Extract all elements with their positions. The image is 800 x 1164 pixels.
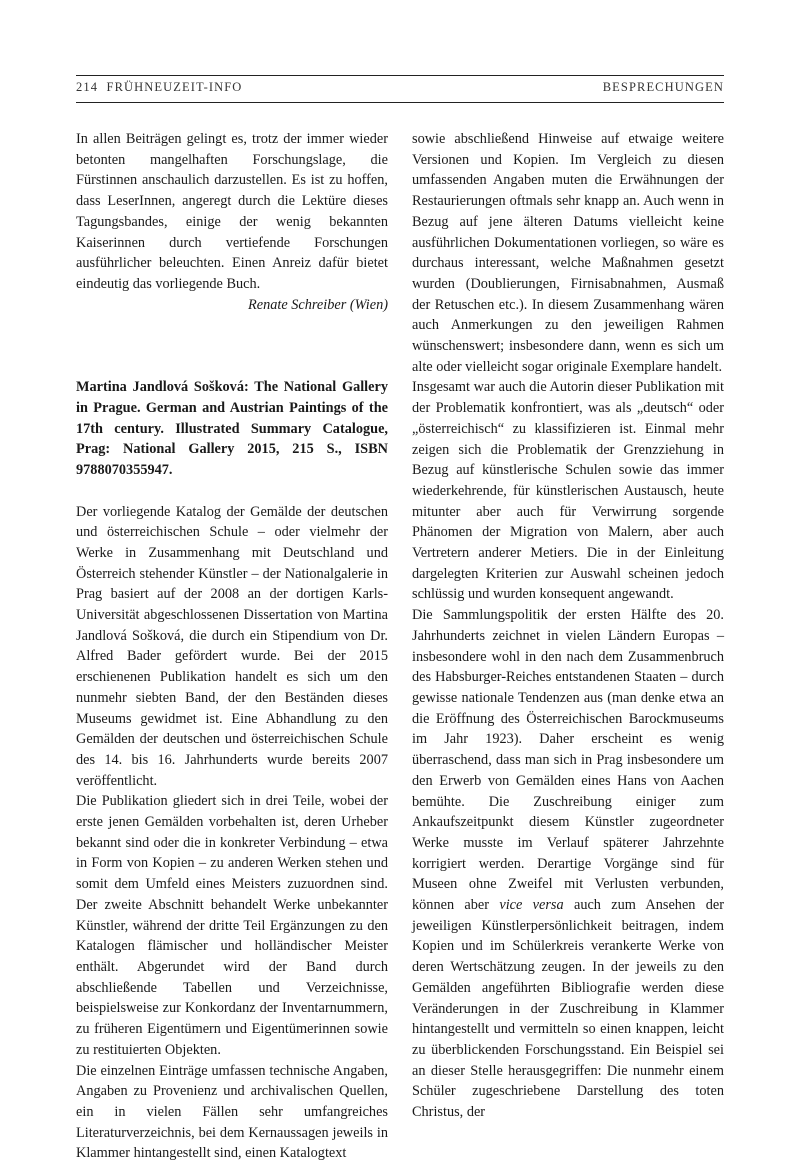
body-paragraph: sowie abschließend Hinweise auf etwaige weitere Versionen und Kopien. Im Vergleich zu diesen umfassenden Angaben muten die Erwähnungen der Restaurierungen oftmals sehr knapp an. Auch wenn in Bezug auf jene älteren Datums vielleicht keine ausführlichen Dokumentationen vorliegen, so wäre es durchaus interessant, welche Maßnahmen gesetzt wurden (Doublierungen, Firnisabnahmen, Ausmaß der Retuschen etc.). In diesem Zusammenhang wären auch Anmerkungen zu den jeweiligen Rahmen wünschenswert; insbesondere dann, wenn es sich um alte oder vielleicht sogar originale Exemplare handelt. bbox=[412, 131, 724, 375]
body-text: Die Sammlungspolitik der ersten Hälfte des 20. Jahrhunderts zeichnet in vielen Ländern Europas – insbesondere wohl in den nach dem Zusammenbruch des Habsburger-Reiches entstandenen Staaten – durch gewisse nationale Tendenzen aus (man denke etwa an die Eröffnung des Österreichischen Barockmuseums im Jahr 1923). Daher erscheint es wenig überraschend, dass man sich in Prag insbesondere um den Erwerb von Gemälden eines Hans von Aachen bemühte. Die Zuschreibung einiger zum Ankaufszeitpunkt diesem Künstler zugeordneter Werke musste im Verlauf späterer Jahrzehnte korrigiert werden. Derartige Vorgänge sind für Museen ohne Zweifel mit Verlusten verbunden, können aber bbox=[412, 607, 724, 914]
spacer bbox=[76, 315, 388, 377]
header-left bbox=[76, 80, 242, 95]
reviewer-signature: Renate Schreiber (Wien) bbox=[247, 296, 388, 313]
spacer bbox=[76, 481, 388, 502]
journal-title: FRÜHNEUZEIT-INFO bbox=[106, 80, 243, 94]
header-rule-top bbox=[76, 75, 724, 76]
body-paragraph: Der vorliegende Katalog der Gemälde der deutschen und österreichischen Schule – oder vielmehr der Werke in Zusammenhang mit Deutschland und Österreich stehender Künstler – der Nationalgalerie in Prag basiert auf der 2008 an der dortigen Karls-Universität abgeschlossenen Dissertation von Martina Jandlová Sošková, die durch ein Stipendium von Dr. Alfred Bader gefördert wurde. Bei der 2015 erschienenen Publikation handelt es sich um den nunmehr siebten Band, der den Beständen dieses Museums gewidmet ist. Eine Abhandlung zu den Gemälden der deutschen und österreichischen Schule des 14. bis 16. Jahrhunderts wurde bereits 2007 veröffentlicht. bbox=[76, 503, 388, 789]
left-column bbox=[76, 129, 388, 1164]
running-header bbox=[76, 80, 724, 102]
italic-phrase: vice versa bbox=[499, 897, 564, 914]
body-paragraph: Die Publikation gliedert sich in drei Teile, wobei der erste jenen Gemälden vorbehalten ist, deren Urheber bekannt sind oder die in konkreter Verbindung – etwa in Form von Kopien – zu anderen Werken stehen und somit dem Umfeld eines Meisters zuzuordnen sind. Der zweite Abschnitt behandelt Werke unbekannter Künstler, während der dritte Teil Ergänzungen zu den Katalogen flämischer und holländischer Meister enthält. Abgerundet wird der Band durch abschließende Tabellen und Verzeichnisse, beispielsweise zur Konkordanz der Inventarnummern, zu früheren Eigentümern und Eigentümerinnen sowie zu restituierten Objekten. bbox=[76, 793, 388, 1058]
header-rule-bottom bbox=[76, 102, 724, 103]
review-title: Martina Jandlová Sošková: The National Gallery in Prague. German and Austrian Paintings of the 17th century. Illustrated Summary Catalogue, Prag: National Gallery 2015, 215 S., ISBN 9788070355947. bbox=[76, 379, 388, 479]
body-paragraph bbox=[412, 605, 724, 1123]
intro-paragraph: In allen Beiträgen gelingt es, trotz der immer wieder betonten mangelhaften Forschungslage, die Fürstinnen anschaulich darzustellen. Es ist zu hoffen, dass LeserInnen, angeregt durch die Lektüre dieses Tagungsbandes, einige der wenig bekannten Kaiserinnen durch vertiefende Forschungen ausführlicher beleuchten. Einen Anreiz dafür bietet eindeutig das vorliegende Buch. bbox=[76, 131, 388, 292]
section-title: BESPRECHUNGEN bbox=[602, 80, 724, 94]
right-column bbox=[412, 129, 724, 1123]
page-number: 214 bbox=[76, 80, 99, 94]
body-paragraph: Die einzelnen Einträge umfassen technische Angaben, Angaben zu Provenienz und archivalischen Quellen, ein in vielen Fällen sehr umfangreiches Literaturverzeichnis, bei dem Kernaussagen jeweils in Klammer hintangestellt sind, einen Katalogtext bbox=[76, 1062, 388, 1162]
body-text: auch zum Ansehen der jeweiligen Künstlerpersönlichkeit beitragen, indem Kopien und im Schülerkreis verankerte Werke von deren Wertschätzung zeugen. In der jeweils zu den Gemälden angeführten Bibliografie werden diese Veränderungen in der Zuschreibung in Klammer hintangestellt und vermitteln so einen knappen, leicht zu überblickenden Forschungsstand. Ein Beispiel sei an dieser Stelle herausgegriffen: Die nunmehr einem Schüler zugeschriebene Darstellung des toten Christus, der bbox=[412, 897, 725, 1121]
body-paragraph: Insgesamt war auch die Autorin dieser Publikation mit der Problematik konfrontiert, was als „deutsch“ oder „österreichisch“ zu klassifizieren ist. Einmal mehr zeigen sich die Problematik der Grenzziehung in Bezug auf künstlerische Schulen sowie das immer wiederkehrende, für künstlerischen Austausch, heute mitunter aber auch für Verwirrung sorgende Phänomen der Migration von Malern, aber auch Vertretern anderer Metiers. Die in der Einleitung dargelegten Kriterien zur Auswahl scheinen jedoch schlüssig und wurden konsequent angewandt. bbox=[412, 379, 724, 603]
